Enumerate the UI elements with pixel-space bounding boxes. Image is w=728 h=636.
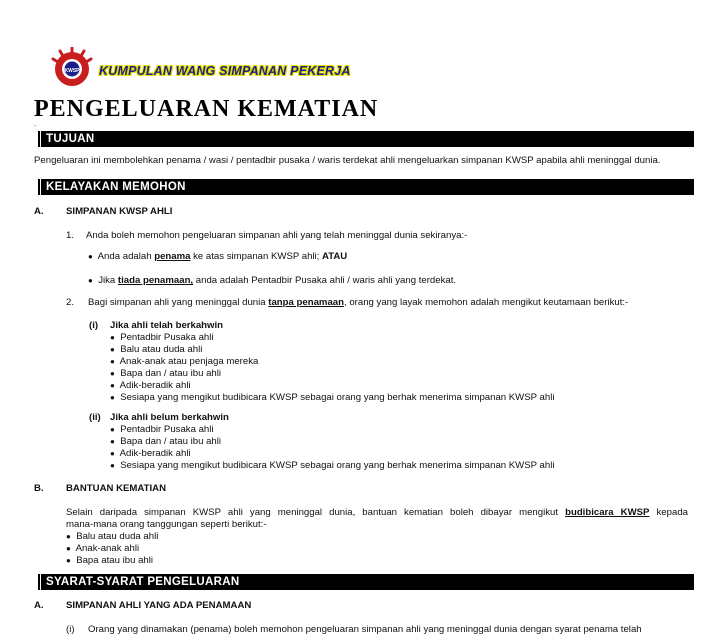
section-b-marker: B. xyxy=(34,483,44,494)
bullet-icon: ● xyxy=(66,556,71,565)
bullet-icon: ● xyxy=(66,544,71,553)
section-b-title: BANTUAN KEMATIAN xyxy=(66,483,167,494)
section-a-marker: A. xyxy=(34,206,44,217)
list-item: ● Pentadbir Pusaka ahli xyxy=(110,332,214,343)
list-item: ● Bapa dan / atau ibu ahli xyxy=(110,436,222,447)
list-item: ● Anak-anak ahli xyxy=(66,543,140,554)
bullet-icon: ● xyxy=(88,276,93,285)
list-item: ● Sesiapa yang mengikut budibicara KWSP sebagai orang yang berhak menerima simpanan KWSP ahli xyxy=(110,392,555,403)
bullet-icon: ● xyxy=(110,437,115,446)
section-bar-kelayakan xyxy=(38,179,694,195)
section-heading: TUJUAN xyxy=(46,133,95,145)
bullet-icon: ● xyxy=(110,381,115,390)
unmarried-title: Jika ahli belum berkahwin xyxy=(110,412,229,423)
item-number: 1. xyxy=(66,230,75,241)
list-item: ● Bapa atau ibu ahli xyxy=(66,555,153,566)
list-item: ● Adik-beradik ahli xyxy=(110,380,191,391)
sub-number: (i) xyxy=(89,320,99,331)
married-title: Jika ahli telah berkahwin xyxy=(110,320,224,331)
married-list xyxy=(110,332,554,404)
syarat-line: Orang yang dinamakan (penama) boleh memohon pengeluaran simpanan ahli yang meninggal dunia dengan syarat penama telah xyxy=(88,624,642,635)
list-item: ● Anda adalah penama ke atas simpanan KWSP ahli; ATAU xyxy=(88,251,348,262)
bullet-icon: ● xyxy=(110,449,115,458)
list-item: ● Jika tiada penamaan, anda adalah Pentadbir Pusaka ahli / waris ahli yang terdekat. xyxy=(88,275,457,286)
list-item: ● Adik-beradik ahli xyxy=(110,448,191,459)
bullet-icon: ● xyxy=(110,369,115,378)
organization-name: KUMPULAN WANG SIMPANAN PEKERJA xyxy=(99,64,351,78)
bantuan-list xyxy=(66,531,158,567)
bantuan-line-1: Selain daripada simpanan KWSP ahli yang meninggal dunia, bantuan kematian boleh dibayar mengikut budibicara KWSP kepada xyxy=(66,507,688,518)
list-item: ● Sesiapa yang mengikut budibicara KWSP sebagai orang yang berhak menerima simpanan KWSP ahli xyxy=(110,460,555,471)
kwsp-logo xyxy=(50,47,94,91)
bullet-icon: ● xyxy=(110,333,115,342)
list-item: ● Anak-anak atau penjaga mereka xyxy=(110,356,259,367)
bullet-icon: ● xyxy=(110,345,115,354)
sub-number: (ii) xyxy=(89,412,101,423)
list-item: ● Pentadbir Pusaka ahli xyxy=(110,424,214,435)
logo-text: KWSP xyxy=(64,68,80,74)
bullet-icon: ● xyxy=(110,461,115,470)
section-bar-syarat xyxy=(38,574,694,590)
bullet-icon: ● xyxy=(110,425,115,434)
syarat-a-title: SIMPANAN AHLI YANG ADA PENAMAAN xyxy=(66,600,252,611)
bantuan-line-2: mana-mana orang tanggungan seperti berikut:- xyxy=(66,519,267,530)
section-heading: SYARAT-SYARAT PENGELUARAN xyxy=(46,576,240,588)
title-marker: - xyxy=(34,121,37,130)
bullet-icon: ● xyxy=(88,252,93,261)
list-item: ● Balu atau duda ahli xyxy=(66,531,159,542)
sub-number: (i) xyxy=(66,624,75,635)
item-1-text: Anda boleh memohon pengeluaran simpanan ahli yang telah meninggal dunia sekiranya:- xyxy=(86,230,468,241)
section-a-title: SIMPANAN KWSP AHLI xyxy=(66,206,173,217)
list-item: ● Balu atau duda ahli xyxy=(110,344,203,355)
bullet-icon: ● xyxy=(110,357,115,366)
bullet-icon: ● xyxy=(66,532,71,541)
item-2-text: Bagi simpanan ahli yang meninggal dunia tanpa penamaan, orang yang layak memohon adalah mengikut keutamaan berikut:- xyxy=(88,297,629,308)
syarat-a-marker: A. xyxy=(34,600,44,611)
item-number: 2. xyxy=(66,297,75,308)
section-bar-tujuan xyxy=(38,131,694,147)
list-item: ● Bapa dan / atau ibu ahli xyxy=(110,368,222,379)
page-title: PENGELUARAN KEMATIAN xyxy=(34,96,379,122)
bullet-icon: ● xyxy=(110,393,115,402)
section-heading: KELAYAKAN MEMOHON xyxy=(46,181,186,193)
tujuan-text: Pengeluaran ini membolehkan penama / wasi / pentadbir pusaka / waris terdekat ahli mengeluarkan simpanan KWSP apabila ahli meninggal dunia. xyxy=(34,155,661,166)
unmarried-list xyxy=(110,424,554,472)
